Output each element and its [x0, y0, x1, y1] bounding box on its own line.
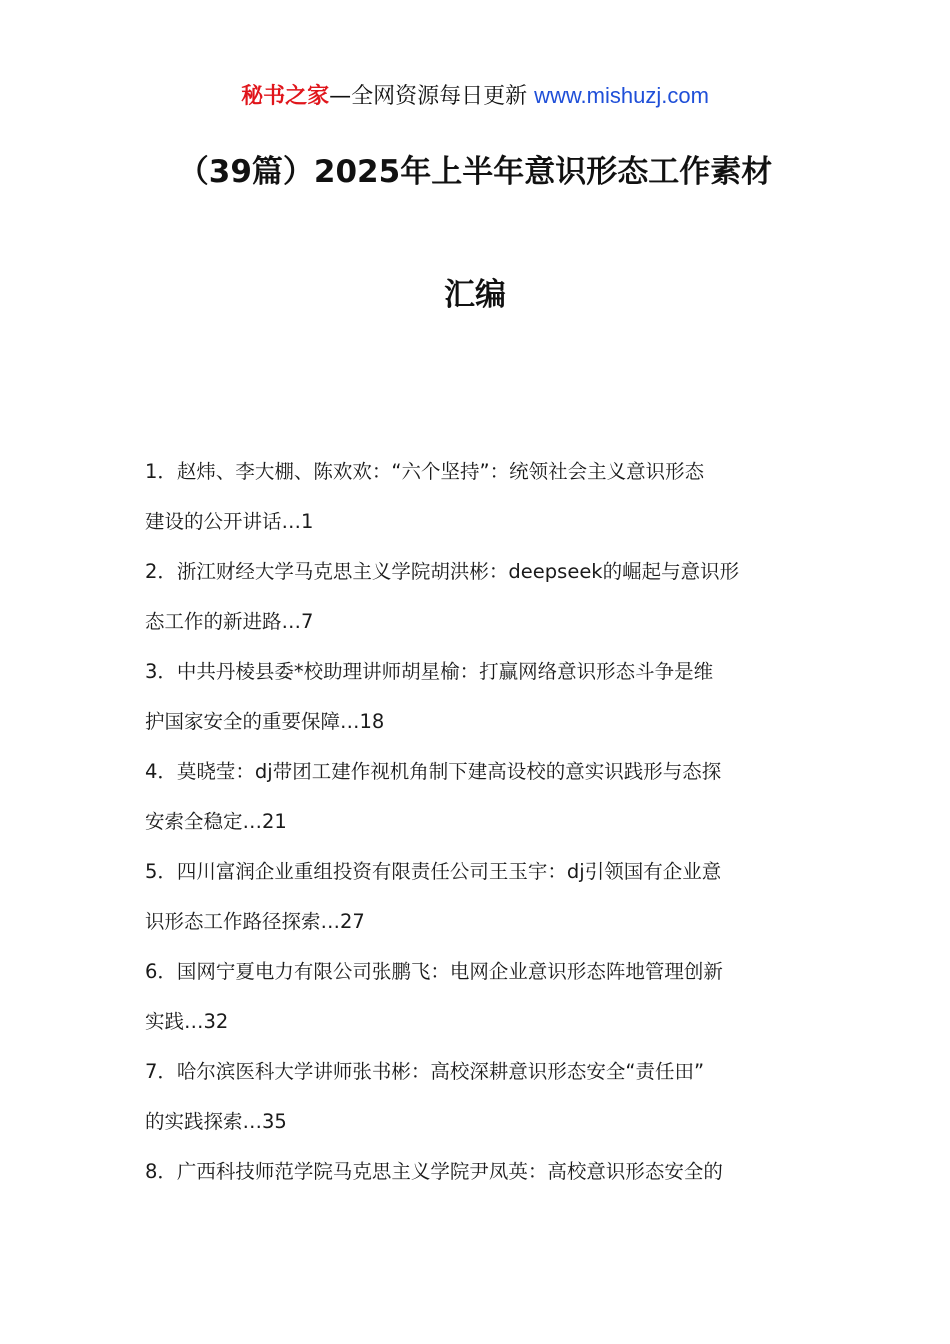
- toc-entry-8-line-1[interactable]: 8．广西科技师范学院马克思主义学院尹凤英：高校意识形态安全的: [145, 1160, 723, 1183]
- header-tagline: —全网资源每日更新: [329, 84, 535, 109]
- document-title-line-2: 汇编: [444, 277, 506, 313]
- toc-entry-7-line-2[interactable]: 的实践探索…35: [145, 1110, 287, 1133]
- toc-entry-2-line-2[interactable]: 态工作的新进路…7: [145, 610, 314, 633]
- toc-entry-5-line-2[interactable]: 识形态工作路径探索…27: [145, 910, 365, 933]
- table-of-contents: [145, 454, 810, 1204]
- toc-entry-3-line-2[interactable]: 护国家安全的重要保障…18: [145, 710, 385, 733]
- toc-entry-4-line-1[interactable]: 4．莫晓莹：dj带团工建作视机角制下建高设校的意实识践形与态探: [145, 760, 722, 783]
- site-url-link[interactable]: www.mishuzj.com: [534, 83, 709, 108]
- brand-name: 秘书之家: [241, 84, 330, 109]
- toc-entry-4-line-2[interactable]: 安索全稳定…21: [145, 810, 287, 833]
- toc-entry-2-line-1[interactable]: 2．浙江财经大学马克思主义学院胡洪彬：deepseek的崛起与意识形: [145, 560, 740, 583]
- toc-entry-6-line-2[interactable]: 实践…32: [145, 1010, 229, 1033]
- toc-entry-1-line-1[interactable]: 1．赵炜、李大棚、陈欢欢：“六个坚持”：统领社会主义意识形态: [145, 460, 705, 483]
- document-title-line-1: （39篇）2025年上半年意识形态工作素材: [177, 154, 773, 190]
- toc-entry-5-line-1[interactable]: 5．四川富润企业重组投资有限责任公司王玉宇：dj引领国有企业意: [145, 860, 722, 883]
- site-header: [0, 80, 950, 113]
- toc-entry-7-line-1[interactable]: 7．哈尔滨医科大学讲师张书彬：高校深耕意识形态安全“责任田”: [145, 1060, 705, 1083]
- toc-entry-1-line-2[interactable]: 建设的公开讲话…1: [145, 510, 314, 533]
- toc-entry-3-line-1[interactable]: 3．中共丹棱县委*校助理讲师胡星榆：打赢网络意识形态斗争是维: [145, 660, 714, 683]
- toc-entry-6-line-1[interactable]: 6．国网宁夏电力有限公司张鹏飞：电网企业意识形态阵地管理创新: [145, 960, 723, 983]
